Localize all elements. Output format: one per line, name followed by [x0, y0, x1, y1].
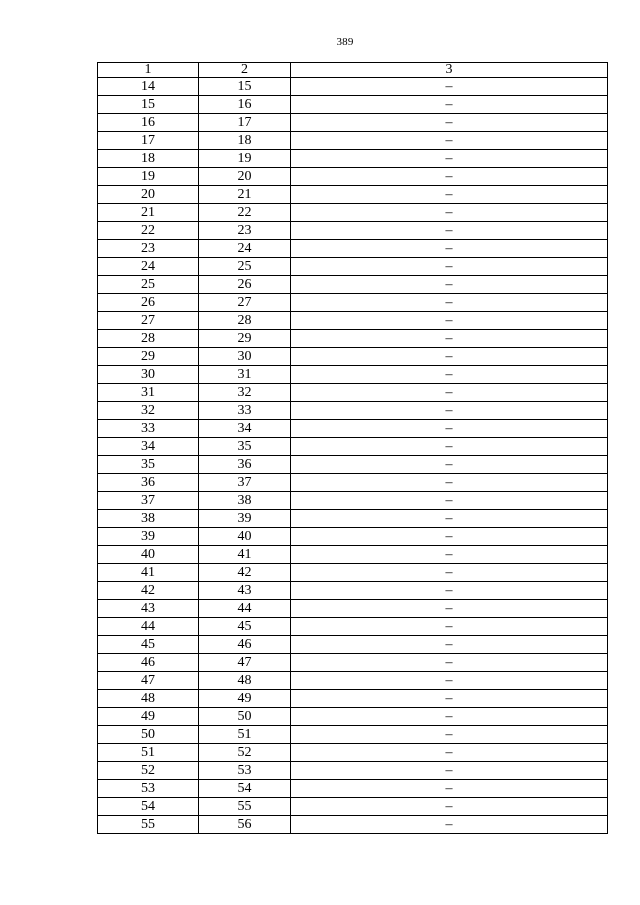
- table-cell-col-3: –: [291, 708, 608, 726]
- table-row: [98, 654, 608, 672]
- table-cell-col-1: 31: [98, 384, 199, 402]
- table-cell-col-2: 47: [199, 654, 291, 672]
- table-row: [98, 168, 608, 186]
- table-cell-col-2: 22: [199, 204, 291, 222]
- table-cell-col-3: –: [291, 186, 608, 204]
- table-row: [98, 528, 608, 546]
- table-cell-col-1: 26: [98, 294, 199, 312]
- table-cell-col-1: 27: [98, 312, 199, 330]
- table-row: [98, 510, 608, 528]
- data-table: [97, 62, 608, 834]
- table-cell-col-2: 50: [199, 708, 291, 726]
- table-row: [98, 294, 608, 312]
- table-cell-col-1: 33: [98, 420, 199, 438]
- table-cell-col-1: 42: [98, 582, 199, 600]
- table-cell-col-3: –: [291, 276, 608, 294]
- table-row: [98, 744, 608, 762]
- table-cell-col-2: 38: [199, 492, 291, 510]
- table-row: [98, 618, 608, 636]
- table-cell-col-3: –: [291, 600, 608, 618]
- table-cell-col-2: 16: [199, 96, 291, 114]
- table-cell-col-2: 43: [199, 582, 291, 600]
- table-cell-col-3: –: [291, 150, 608, 168]
- table-row: [98, 564, 608, 582]
- table-cell-col-2: 33: [199, 402, 291, 420]
- table-cell-col-2: 53: [199, 762, 291, 780]
- table-cell-col-2: 15: [199, 78, 291, 96]
- table-cell-col-2: 31: [199, 366, 291, 384]
- table-cell-col-3: –: [291, 474, 608, 492]
- table-row: [98, 366, 608, 384]
- table-row: [98, 582, 608, 600]
- table-cell-col-3: –: [291, 366, 608, 384]
- table-cell-col-3: –: [291, 420, 608, 438]
- table-cell-col-1: 36: [98, 474, 199, 492]
- table-cell-col-3: –: [291, 258, 608, 276]
- table-row: [98, 78, 608, 96]
- table-cell-col-3: –: [291, 330, 608, 348]
- table-cell-col-2: 51: [199, 726, 291, 744]
- table-cell-col-1: 54: [98, 798, 199, 816]
- table-cell-col-1: 37: [98, 492, 199, 510]
- table-cell-col-3: –: [291, 438, 608, 456]
- table-cell-col-1: 46: [98, 654, 199, 672]
- table-cell-col-3: –: [291, 204, 608, 222]
- table-cell-col-1: 38: [98, 510, 199, 528]
- table-cell-col-1: 50: [98, 726, 199, 744]
- table-row: [98, 780, 608, 798]
- table-row: [98, 816, 608, 834]
- table-row: [98, 330, 608, 348]
- table-cell-col-1: 48: [98, 690, 199, 708]
- table-row: [98, 132, 608, 150]
- table-cell-col-3: –: [291, 672, 608, 690]
- table-cell-col-1: 30: [98, 366, 199, 384]
- table-cell-col-1: 43: [98, 600, 199, 618]
- table-cell-col-3: –: [291, 96, 608, 114]
- table-cell-col-1: 18: [98, 150, 199, 168]
- table-cell-col-1: 45: [98, 636, 199, 654]
- table-cell-col-2: 46: [199, 636, 291, 654]
- table-cell-col-1: 28: [98, 330, 199, 348]
- table-cell-col-2: 44: [199, 600, 291, 618]
- table-row: [98, 762, 608, 780]
- table-row: [98, 474, 608, 492]
- table-cell-col-2: 19: [199, 150, 291, 168]
- table-cell-col-3: –: [291, 294, 608, 312]
- page-number: 389: [336, 36, 354, 48]
- table-cell-col-2: 41: [199, 546, 291, 564]
- table-row: [98, 258, 608, 276]
- table-cell-col-2: 36: [199, 456, 291, 474]
- table-row: [98, 186, 608, 204]
- table-cell-col-3: –: [291, 132, 608, 150]
- table-row: [98, 798, 608, 816]
- table-cell-col-1: 21: [98, 204, 199, 222]
- table-cell-col-2: 27: [199, 294, 291, 312]
- table-cell-col-2: 55: [199, 798, 291, 816]
- table-cell-col-1: 47: [98, 672, 199, 690]
- table-cell-col-2: 26: [199, 276, 291, 294]
- table-cell-col-3: –: [291, 798, 608, 816]
- table-row: [98, 402, 608, 420]
- table-cell-col-1: 17: [98, 132, 199, 150]
- table-row: [98, 600, 608, 618]
- table-cell-col-3: –: [291, 816, 608, 834]
- table-cell-col-2: 32: [199, 384, 291, 402]
- table-cell-col-1: 20: [98, 186, 199, 204]
- table-row: [98, 204, 608, 222]
- table-row: [98, 96, 608, 114]
- table-cell-col-2: 54: [199, 780, 291, 798]
- table-row: [98, 150, 608, 168]
- table-row: [98, 240, 608, 258]
- table-cell-col-1: 23: [98, 240, 199, 258]
- table-row: [98, 636, 608, 654]
- table-row: [98, 384, 608, 402]
- table-cell-col-2: 25: [199, 258, 291, 276]
- table-row: [98, 114, 608, 132]
- table-row: [98, 348, 608, 366]
- table-cell-col-1: 40: [98, 546, 199, 564]
- table-cell-col-2: 56: [199, 816, 291, 834]
- column-header-2: 2: [199, 63, 291, 78]
- table-row: [98, 492, 608, 510]
- table-row: [98, 438, 608, 456]
- table-row: [98, 546, 608, 564]
- table-body: [98, 78, 608, 834]
- table-cell-col-1: 44: [98, 618, 199, 636]
- table-cell-col-1: 34: [98, 438, 199, 456]
- table-cell-col-2: 34: [199, 420, 291, 438]
- table-cell-col-2: 48: [199, 672, 291, 690]
- table-cell-col-2: 24: [199, 240, 291, 258]
- table-cell-col-3: –: [291, 618, 608, 636]
- table-cell-col-3: –: [291, 402, 608, 420]
- table-cell-col-3: –: [291, 636, 608, 654]
- table-cell-col-1: 25: [98, 276, 199, 294]
- table-cell-col-3: –: [291, 528, 608, 546]
- table-row: [98, 420, 608, 438]
- table-cell-col-2: 23: [199, 222, 291, 240]
- column-header-1: 1: [98, 63, 199, 78]
- table-cell-col-2: 29: [199, 330, 291, 348]
- table-cell-col-1: 24: [98, 258, 199, 276]
- table-cell-col-3: –: [291, 564, 608, 582]
- table-cell-col-2: 52: [199, 744, 291, 762]
- table-row: [98, 708, 608, 726]
- table-cell-col-3: –: [291, 312, 608, 330]
- table-cell-col-2: 37: [199, 474, 291, 492]
- table-cell-col-1: 51: [98, 744, 199, 762]
- table-cell-col-2: 35: [199, 438, 291, 456]
- table-cell-col-3: –: [291, 510, 608, 528]
- table-row: [98, 456, 608, 474]
- table-cell-col-1: 16: [98, 114, 199, 132]
- table-cell-col-2: 21: [199, 186, 291, 204]
- table-cell-col-2: 45: [199, 618, 291, 636]
- table-cell-col-1: 49: [98, 708, 199, 726]
- table-cell-col-3: –: [291, 384, 608, 402]
- table-cell-col-3: –: [291, 222, 608, 240]
- table-cell-col-3: –: [291, 762, 608, 780]
- table-cell-col-1: 53: [98, 780, 199, 798]
- table-header: [98, 63, 608, 78]
- table-cell-col-2: 39: [199, 510, 291, 528]
- table-row: [98, 726, 608, 744]
- table-cell-col-3: –: [291, 456, 608, 474]
- table-cell-col-3: –: [291, 582, 608, 600]
- table-cell-col-2: 49: [199, 690, 291, 708]
- table-cell-col-3: –: [291, 492, 608, 510]
- table-cell-col-1: 35: [98, 456, 199, 474]
- table-cell-col-1: 52: [98, 762, 199, 780]
- table-cell-col-2: 40: [199, 528, 291, 546]
- table-cell-col-2: 17: [199, 114, 291, 132]
- table-cell-col-3: –: [291, 780, 608, 798]
- table-cell-col-1: 22: [98, 222, 199, 240]
- table-row: [98, 690, 608, 708]
- table-cell-col-1: 19: [98, 168, 199, 186]
- table-cell-col-2: 18: [199, 132, 291, 150]
- column-header-3: 3: [291, 63, 608, 78]
- table-cell-col-3: –: [291, 348, 608, 366]
- table-cell-col-3: –: [291, 726, 608, 744]
- table-cell-col-1: 55: [98, 816, 199, 834]
- table-cell-col-1: 32: [98, 402, 199, 420]
- table-cell-col-3: –: [291, 168, 608, 186]
- table-cell-col-2: 20: [199, 168, 291, 186]
- table-cell-col-3: –: [291, 654, 608, 672]
- table-row: [98, 222, 608, 240]
- table-row: [98, 312, 608, 330]
- table-cell-col-1: 39: [98, 528, 199, 546]
- table-cell-col-3: –: [291, 240, 608, 258]
- table-cell-col-3: –: [291, 744, 608, 762]
- table-cell-col-1: 41: [98, 564, 199, 582]
- table-cell-col-3: –: [291, 690, 608, 708]
- table-row: [98, 672, 608, 690]
- header-row: [98, 63, 608, 78]
- table-cell-col-2: 30: [199, 348, 291, 366]
- table-cell-col-1: 29: [98, 348, 199, 366]
- table-cell-col-2: 42: [199, 564, 291, 582]
- table-cell-col-3: –: [291, 546, 608, 564]
- table-cell-col-2: 28: [199, 312, 291, 330]
- table-cell-col-3: –: [291, 78, 608, 96]
- table-row: [98, 276, 608, 294]
- table-cell-col-3: –: [291, 114, 608, 132]
- table-cell-col-1: 14: [98, 78, 199, 96]
- table-cell-col-1: 15: [98, 96, 199, 114]
